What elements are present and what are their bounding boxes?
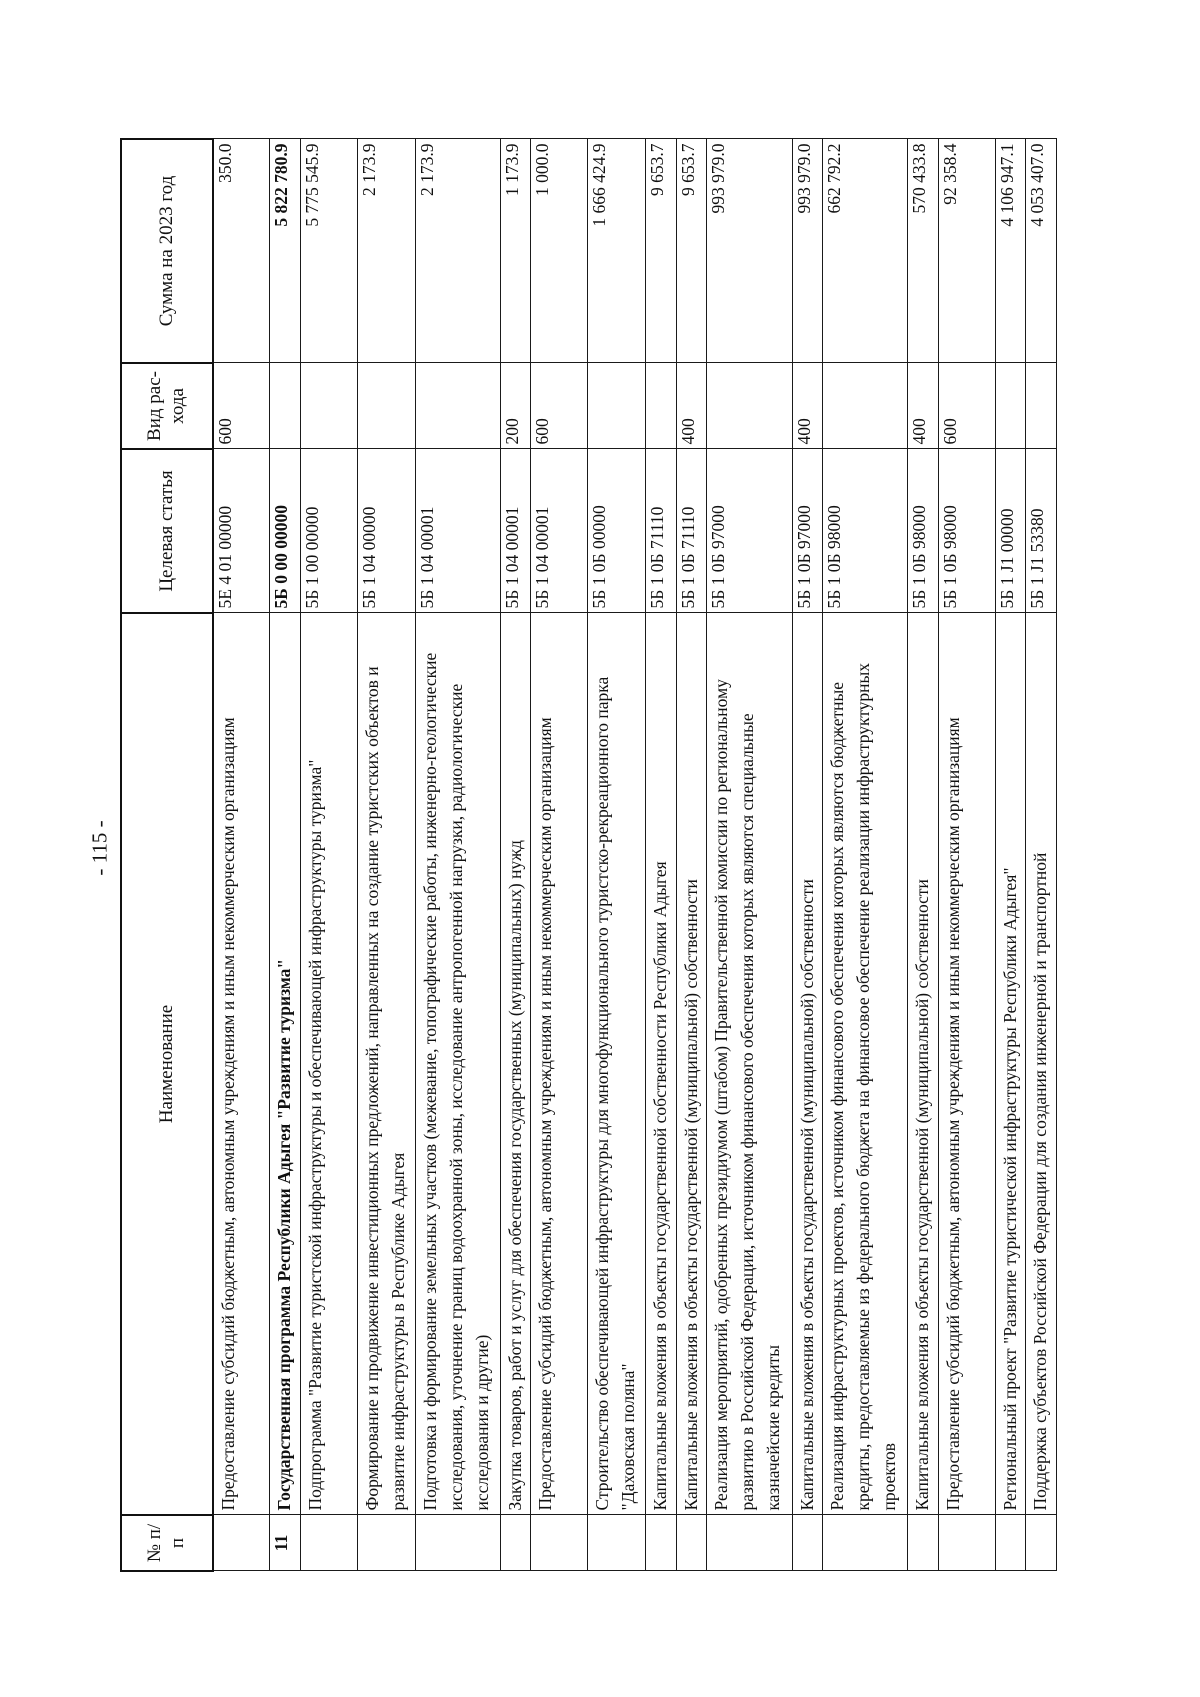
row-name: Региональный проект "Развитие туристической инфраструктуры Республики Адыгея" <box>995 613 1026 1515</box>
table-row <box>823 139 908 1571</box>
row-name: Капитальные вложения в объекты государственной (муниципальной) собственности <box>792 613 823 1515</box>
row-num <box>588 1515 646 1571</box>
table-row <box>270 139 301 1571</box>
row-num <box>531 1515 588 1571</box>
row-num <box>823 1515 908 1571</box>
row-amount: 1 000.0 <box>531 139 588 363</box>
row-kind: 400 <box>676 363 707 449</box>
row-num <box>415 1515 500 1571</box>
row-amount: 993 979.0 <box>707 139 792 363</box>
row-code: 5Б 1 04 00001 <box>500 449 531 613</box>
row-code: 5Б 1 04 00000 <box>357 449 415 613</box>
row-code: 5Б 1 0Б 98000 <box>823 449 908 613</box>
row-amount: 1 173.9 <box>500 139 531 363</box>
row-code: 5Б 1 0Б 98000 <box>908 449 939 613</box>
table-row <box>415 139 500 1571</box>
row-amount: 2 173.9 <box>415 139 500 363</box>
row-code: 5Б 1 J1 00000 <box>995 449 1026 613</box>
row-amount: 4 053 407.0 <box>1026 139 1057 363</box>
row-num: 11 <box>270 1515 301 1571</box>
row-name: Строительство обеспечивающей инфраструктуры для многофункционального туристско-рекреационного парка "Даховская поляна" <box>588 613 646 1515</box>
table-row <box>676 139 707 1571</box>
row-kind: 600 <box>938 363 995 449</box>
row-num <box>646 1515 677 1571</box>
row-name: Закупка товаров, работ и услуг для обеспечения государственных (муниципальных) нужд <box>500 613 531 1515</box>
row-num <box>792 1515 823 1571</box>
row-code: 5Б 1 04 00001 <box>531 449 588 613</box>
row-kind: 600 <box>213 363 270 449</box>
row-code: 5Б 1 04 00001 <box>415 449 500 613</box>
table-row <box>588 139 646 1571</box>
table-row <box>938 139 995 1571</box>
table-row <box>908 139 939 1571</box>
row-amount: 92 358.4 <box>938 139 995 363</box>
row-amount: 9 653.7 <box>646 139 677 363</box>
row-name: Капитальные вложения в объекты государственной собственности Республики Адыгея <box>646 613 677 1515</box>
row-code: 5Б 1 0Б 97000 <box>792 449 823 613</box>
budget-table <box>120 138 1057 1572</box>
row-kind <box>823 363 908 449</box>
row-kind: 400 <box>792 363 823 449</box>
row-code: 5Б 1 0Б 71110 <box>646 449 677 613</box>
row-name: Государственная программа Республики Адыгея "Развитие туризма" <box>270 613 301 1515</box>
row-name: Реализация инфраструктурных проектов, источником финансового обеспечения которых являются бюджетные кредиты, предоставляемые из федерального бюджета на финансовое обеспечение реализации инфраструктурных проектов <box>823 613 908 1515</box>
row-amount: 4 106 947.1 <box>995 139 1026 363</box>
header-kind: Вид рас-хода <box>121 363 213 449</box>
header-amount: Сумма на 2023 год <box>121 139 213 363</box>
row-code: 5Б 1 0Б 71110 <box>676 449 707 613</box>
row-code: 5Б 1 J1 53380 <box>1026 449 1057 613</box>
table-row <box>531 139 588 1571</box>
table-row <box>357 139 415 1571</box>
row-name: Предоставление субсидий бюджетным, автономным учреждениям и иным некоммерческим организациям <box>531 613 588 1515</box>
row-amount: 5 822 780.9 <box>270 139 301 363</box>
row-amount: 2 173.9 <box>357 139 415 363</box>
row-kind <box>995 363 1026 449</box>
row-amount: 9 653.7 <box>676 139 707 363</box>
table-row <box>792 139 823 1571</box>
table-row <box>1026 139 1057 1571</box>
row-name: Капитальные вложения в объекты государственной (муниципальной) собственности <box>676 613 707 1515</box>
row-num <box>357 1515 415 1571</box>
row-name: Предоставление субсидий бюджетным, автономным учреждениям и иным некоммерческим организациям <box>213 613 270 1515</box>
table-header-row <box>121 139 213 1571</box>
row-amount: 5 775 545.9 <box>300 139 357 363</box>
row-name: Капитальные вложения в объекты государственной (муниципальной) собственности <box>908 613 939 1515</box>
row-name: Реализация мероприятий, одобренных президиумом (штабом) Правительственной комиссии по региональному развитию в Российской Федерации, источником финансового обеспечения которых являются специальные казначейские кредиты <box>707 613 792 1515</box>
row-code: 5Е 4 01 00000 <box>213 449 270 613</box>
row-kind <box>270 363 301 449</box>
header-code: Целевая статья <box>121 449 213 613</box>
table-row <box>500 139 531 1571</box>
table-row <box>707 139 792 1571</box>
row-num <box>676 1515 707 1571</box>
row-kind <box>300 363 357 449</box>
row-num <box>707 1515 792 1571</box>
row-code: 5Б 1 0Б 97000 <box>707 449 792 613</box>
page-number: - 115 - <box>87 820 112 876</box>
table-row <box>300 139 357 1571</box>
row-kind <box>707 363 792 449</box>
row-kind <box>588 363 646 449</box>
table-row <box>646 139 677 1571</box>
row-num <box>213 1515 270 1571</box>
row-amount: 570 433.8 <box>908 139 939 363</box>
table-row <box>213 139 270 1571</box>
header-num: № п/п <box>121 1515 213 1571</box>
row-code: 5Б 1 0Б 00000 <box>588 449 646 613</box>
row-num <box>500 1515 531 1571</box>
row-num <box>908 1515 939 1571</box>
row-kind: 600 <box>531 363 588 449</box>
row-name: Подготовка и формирование земельных участков (межевание, топографические работы, инженерно-геологические исследования, уточнение границ водоохранной зоны, исследование антропогенной нагрузки, радиологические исследования и другие) <box>415 613 500 1515</box>
row-kind: 400 <box>908 363 939 449</box>
row-code: 5Б 1 00 00000 <box>300 449 357 613</box>
table-row <box>995 139 1026 1571</box>
row-amount: 662 792.2 <box>823 139 908 363</box>
row-code: 5Б 0 00 00000 <box>270 449 301 613</box>
row-kind <box>646 363 677 449</box>
row-amount: 350.0 <box>213 139 270 363</box>
row-amount: 1 666 424.9 <box>588 139 646 363</box>
rotated-table-container <box>120 140 1057 1572</box>
row-num <box>300 1515 357 1571</box>
header-name: Наименование <box>121 613 213 1515</box>
row-kind <box>415 363 500 449</box>
row-name: Формирование и продвижение инвестиционных предложений, направленных на создание туристских объектов и развитие инфраструктуры в Республике Адыгея <box>357 613 415 1515</box>
row-num <box>938 1515 995 1571</box>
row-kind: 200 <box>500 363 531 449</box>
row-amount: 993 979.0 <box>792 139 823 363</box>
row-code: 5Б 1 0Б 98000 <box>938 449 995 613</box>
row-num <box>995 1515 1026 1571</box>
row-name: Подпрограмма "Развитие туристской инфраструктуры и обеспечивающей инфраструктуры туризма" <box>300 613 357 1515</box>
row-name: Предоставление субсидий бюджетным, автономным учреждениям и иным некоммерческим организациям <box>938 613 995 1515</box>
row-num <box>1026 1515 1057 1571</box>
row-kind <box>1026 363 1057 449</box>
row-kind <box>357 363 415 449</box>
row-name: Поддержка субъектов Российской Федерации для создания инженерной и транспортной <box>1026 613 1057 1515</box>
